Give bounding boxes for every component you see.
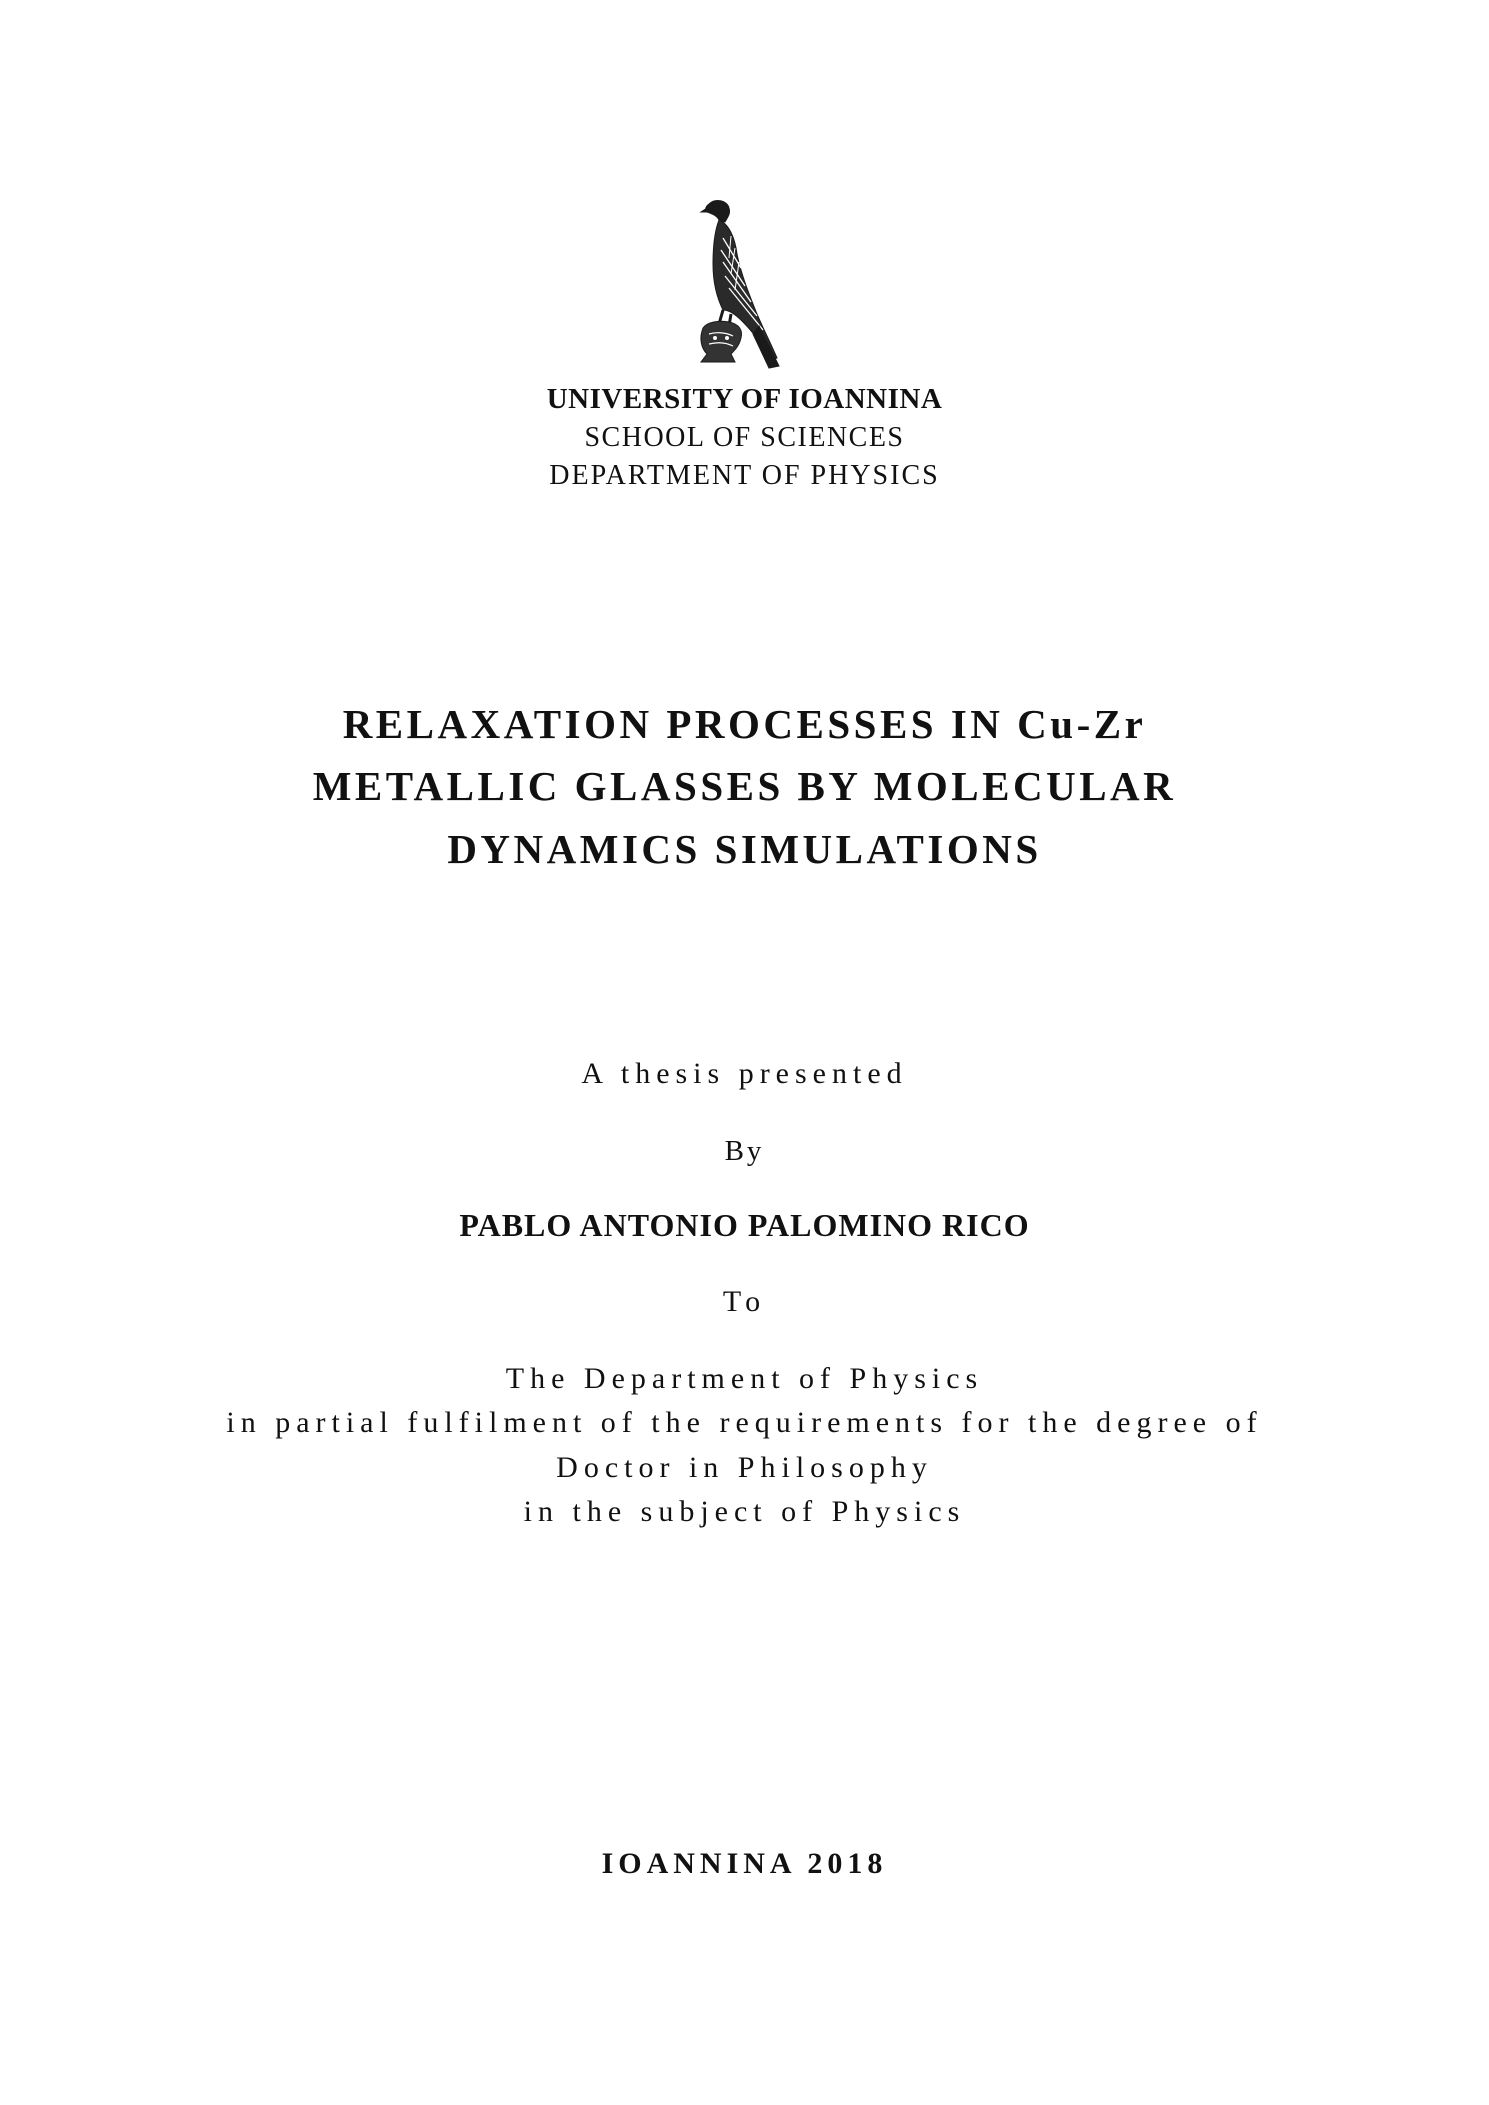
degree-requirements-text: in partial fulfilment of the requirements for the degree of — [226, 1406, 1263, 1439]
school-name: SCHOOL OF SCIENCES — [584, 422, 905, 453]
thesis-title-line-3: DYNAMICS SIMULATIONS — [447, 826, 1042, 872]
hawk-emblem-icon — [679, 198, 787, 370]
author-name: PABLO ANTONIO PALOMINO RICO — [459, 1207, 1030, 1243]
subject-text: in the subject of Physics — [523, 1495, 966, 1528]
submitted-department: The Department of Physics — [505, 1362, 984, 1395]
degree-name: Doctor in Philosophy — [556, 1451, 933, 1484]
thesis-title-line-2: METALLIC GLASSES BY MOLECULAR — [312, 763, 1177, 809]
university-name: UNIVERSITY OF IOANNINA — [546, 383, 943, 415]
to-text: To — [722, 1285, 767, 1318]
thesis-title-line-1: RELAXATION PROCESSES IN Cu-Zr — [342, 701, 1147, 747]
by-text: By — [724, 1135, 765, 1167]
place-and-year: IOANNINA 2018 — [601, 1847, 888, 1880]
department-name: DEPARTMENT OF PHYSICS — [549, 460, 940, 491]
thesis-presented-text: A thesis presented — [581, 1057, 908, 1090]
